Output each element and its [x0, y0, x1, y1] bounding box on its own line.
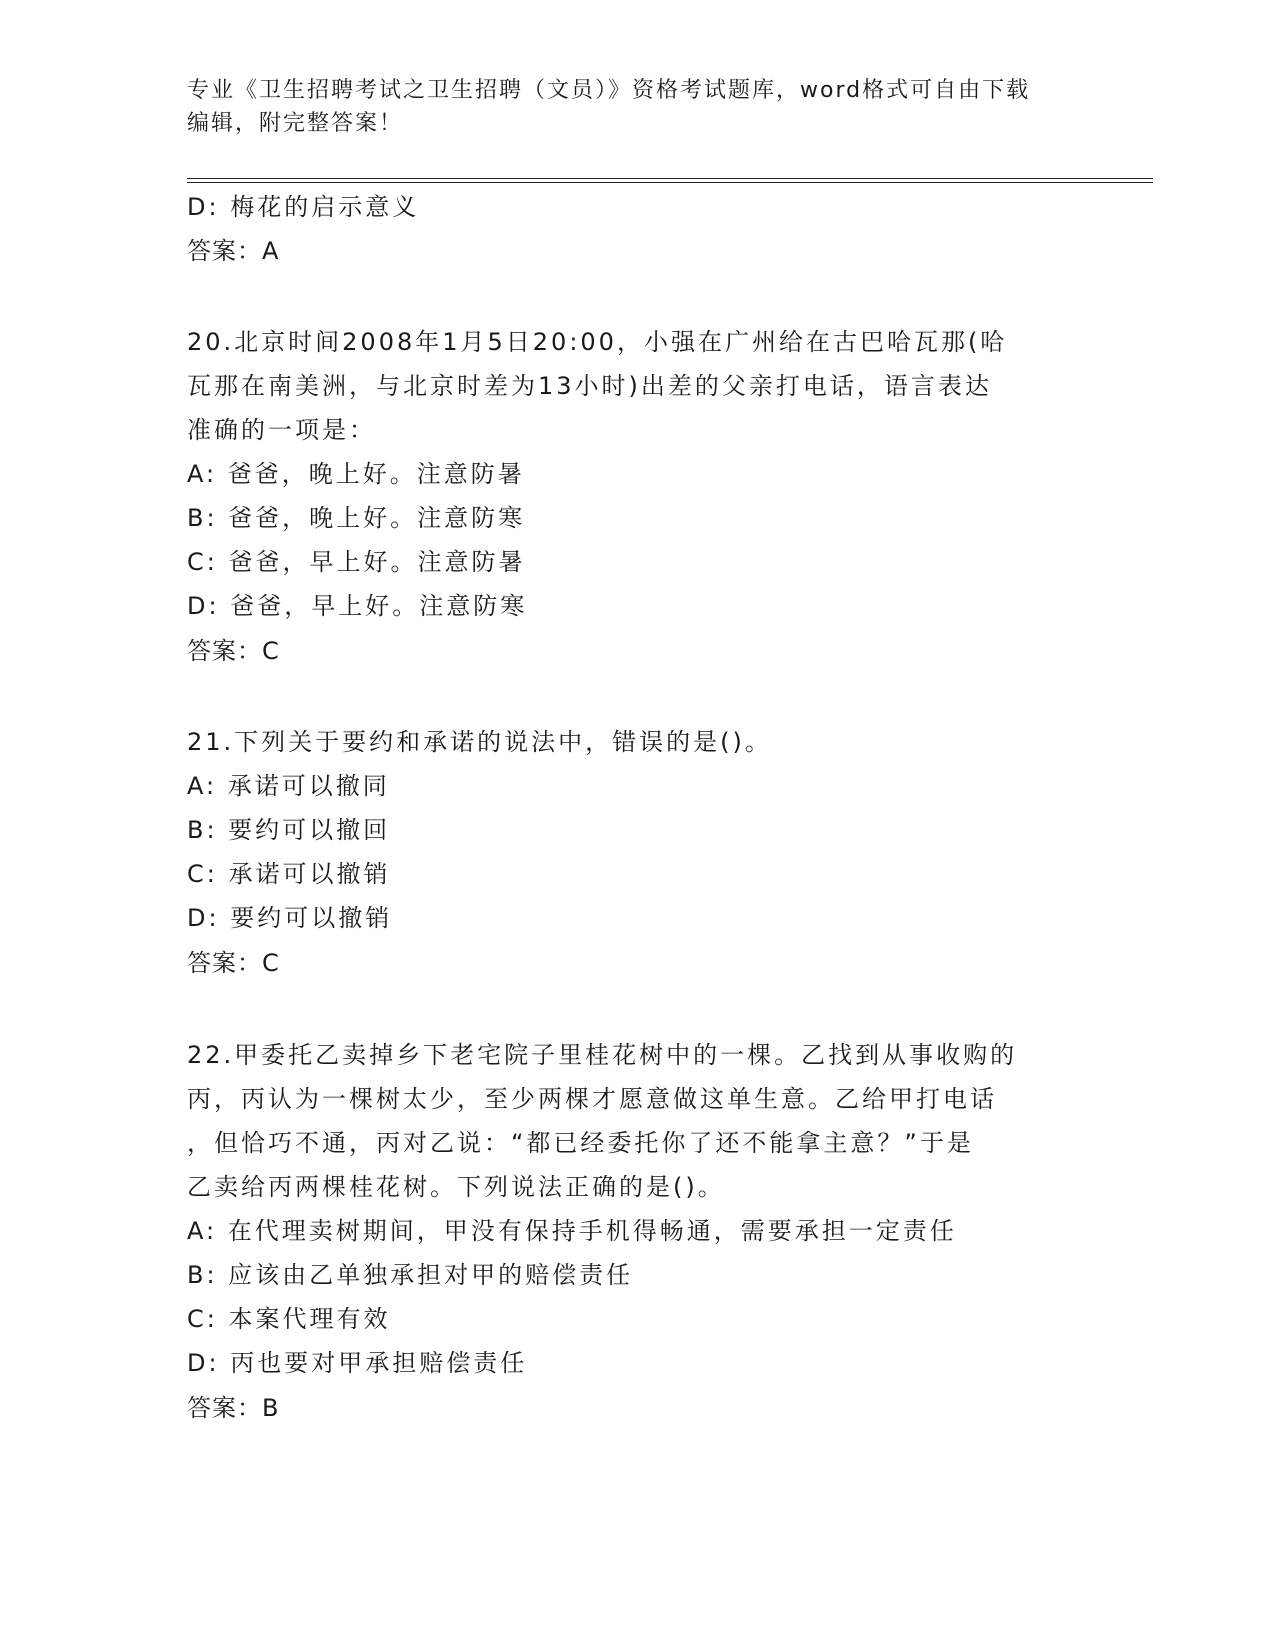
- q20-option-d: D: 爸爸，早上好。注意防寒: [187, 592, 528, 620]
- q19-option-d: D: 梅花的启示意义: [187, 193, 420, 221]
- q22-answer: 答案：B: [187, 1394, 280, 1422]
- q20-answer: 答案：C: [187, 637, 280, 665]
- q21-answer: 答案：C: [187, 949, 280, 977]
- q21-option-c: C: 承诺可以撤销: [187, 860, 391, 888]
- q22-stem-line-2: 丙，丙认为一棵树太少，至少两棵才愿意做这单生意。乙给甲打电话: [187, 1085, 997, 1113]
- q20-stem-line-3: 准确的一项是：: [187, 416, 376, 444]
- q21-option-d: D: 要约可以撤销: [187, 904, 393, 932]
- q21-option-a: A: 承诺可以撤同: [187, 772, 390, 800]
- q22-stem-line-4: 乙卖给丙两棵桂花树。下列说法正确的是()。: [187, 1173, 725, 1201]
- header-line-1: 专业《卫生招聘考试之卫生招聘（文员）》资格考试题库，word格式可自由下载: [187, 78, 1031, 103]
- q20-option-b: B: 爸爸，晚上好。注意防寒: [187, 504, 526, 532]
- q22-option-b: B: 应该由乙单独承担对甲的赔偿责任: [187, 1261, 634, 1289]
- header-divider-top: [187, 178, 1153, 179]
- q22-option-a: A: 在代理卖树期间，甲没有保持手机得畅通，需要承担一定责任: [187, 1217, 957, 1245]
- q20-stem-line-1: 20.北京时间2008年1月5日20:00，小强在广州给在古巴哈瓦那(哈: [187, 328, 1008, 356]
- header-divider-bottom: [187, 182, 1153, 183]
- q19-answer: 答案：A: [187, 237, 280, 265]
- q21-stem-line-1: 21.下列关于要约和承诺的说法中，错误的是()。: [187, 728, 772, 756]
- q22-stem-line-1: 22.甲委托乙卖掉乡下老宅院子里桂花树中的一棵。乙找到从事收购的: [187, 1041, 1018, 1069]
- q20-option-c: C: 爸爸，早上好。注意防暑: [187, 548, 526, 576]
- q21-option-b: B: 要约可以撤回: [187, 816, 391, 844]
- q20-option-a: A: 爸爸，晚上好。注意防暑: [187, 460, 525, 488]
- q20-stem-line-2: 瓦那在南美洲，与北京时差为13小时)出差的父亲打电话，语言表达: [187, 372, 992, 400]
- q22-stem-line-3: ，但恰巧不通，丙对乙说：“都已经委托你了还不能拿主意？”于是: [187, 1129, 974, 1157]
- header-line-2: 编辑，附完整答案！: [187, 111, 404, 136]
- q22-option-c: C: 本案代理有效: [187, 1305, 391, 1333]
- q22-option-d: D: 丙也要对甲承担赔偿责任: [187, 1349, 528, 1377]
- document-header: [187, 74, 1087, 140]
